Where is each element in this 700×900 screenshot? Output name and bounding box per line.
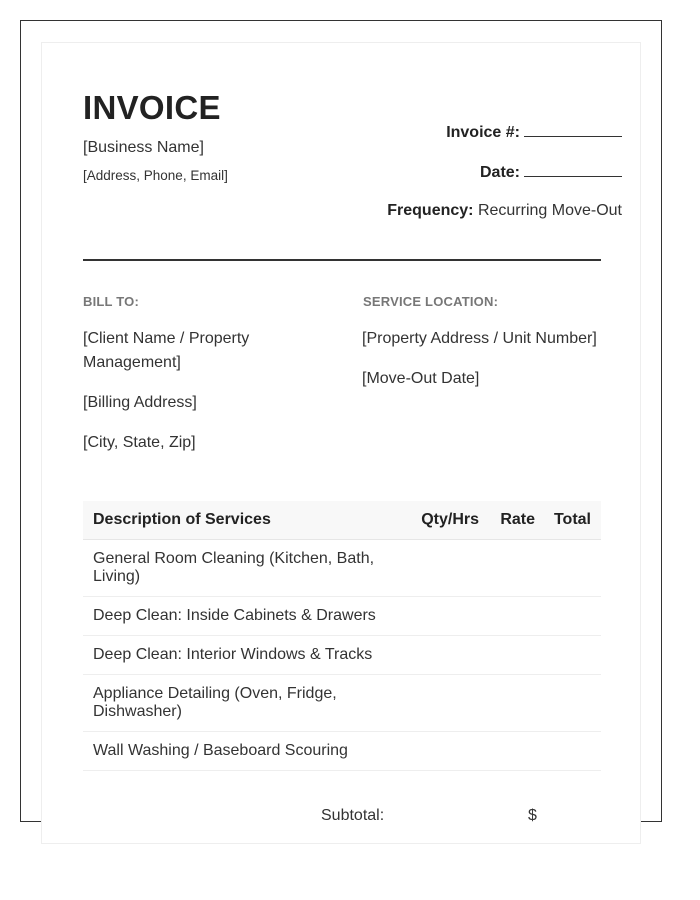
service-total [545, 636, 601, 675]
table-row [83, 540, 601, 597]
column-header-qty: Qty/Hrs [401, 501, 489, 540]
service-qty [401, 675, 489, 732]
frequency-value: Recurring Move-Out [477, 202, 622, 219]
frequency-label: Frequency: [387, 202, 474, 219]
billing-address: [Billing Address] [83, 394, 197, 411]
bill-to-label: BILL TO: [83, 294, 140, 309]
service-qty [401, 732, 489, 771]
service-rate [489, 636, 545, 675]
property-address: [Property Address / Unit Number] [362, 330, 597, 347]
table-header-row [83, 501, 601, 540]
table-row [83, 732, 601, 771]
header-divider [83, 259, 601, 261]
subtotal-value: $ [528, 807, 537, 824]
table-row [83, 636, 601, 675]
invoice-number-field[interactable] [524, 122, 622, 137]
invoice-number-row [446, 122, 622, 142]
date-row [480, 162, 622, 182]
service-qty [401, 597, 489, 636]
service-total [545, 675, 601, 732]
service-rate [489, 732, 545, 771]
column-header-total: Total [545, 501, 601, 540]
service-description: Appliance Detailing (Oven, Fridge, Dishwasher) [83, 675, 401, 732]
service-location-label: SERVICE LOCATION: [363, 294, 499, 309]
invoice-number-label: Invoice #: [446, 124, 520, 141]
service-total [545, 540, 601, 597]
service-description: Deep Clean: Interior Windows & Tracks [83, 636, 401, 675]
invoice-page [41, 42, 641, 844]
service-rate [489, 597, 545, 636]
frequency-row [387, 202, 622, 220]
move-out-date: [Move-Out Date] [362, 370, 480, 387]
date-label: Date: [479, 164, 520, 181]
table-row [83, 597, 601, 636]
services-table [83, 501, 601, 771]
service-rate [489, 675, 545, 732]
business-name: [Business Name] [83, 139, 204, 156]
table-row [83, 675, 601, 732]
invoice-title: INVOICE [83, 89, 221, 126]
column-header-rate: Rate [489, 501, 545, 540]
service-description: Wall Washing / Baseboard Scouring [83, 732, 401, 771]
service-qty [401, 540, 489, 597]
document-frame [20, 20, 662, 822]
business-contact: [Address, Phone, Email] [83, 168, 228, 183]
service-description: General Room Cleaning (Kitchen, Bath, Living) [83, 540, 401, 597]
service-total [545, 732, 601, 771]
service-total [545, 597, 601, 636]
city-state-zip: [City, State, Zip] [83, 434, 196, 451]
client-name: [Client Name / Property Management] [83, 330, 250, 371]
service-description: Deep Clean: Inside Cabinets & Drawers [83, 597, 401, 636]
subtotal-label: Subtotal: [321, 807, 385, 824]
column-header-description: Description of Services [83, 501, 401, 540]
service-rate [489, 540, 545, 597]
date-field[interactable] [524, 162, 622, 177]
service-qty [401, 636, 489, 675]
